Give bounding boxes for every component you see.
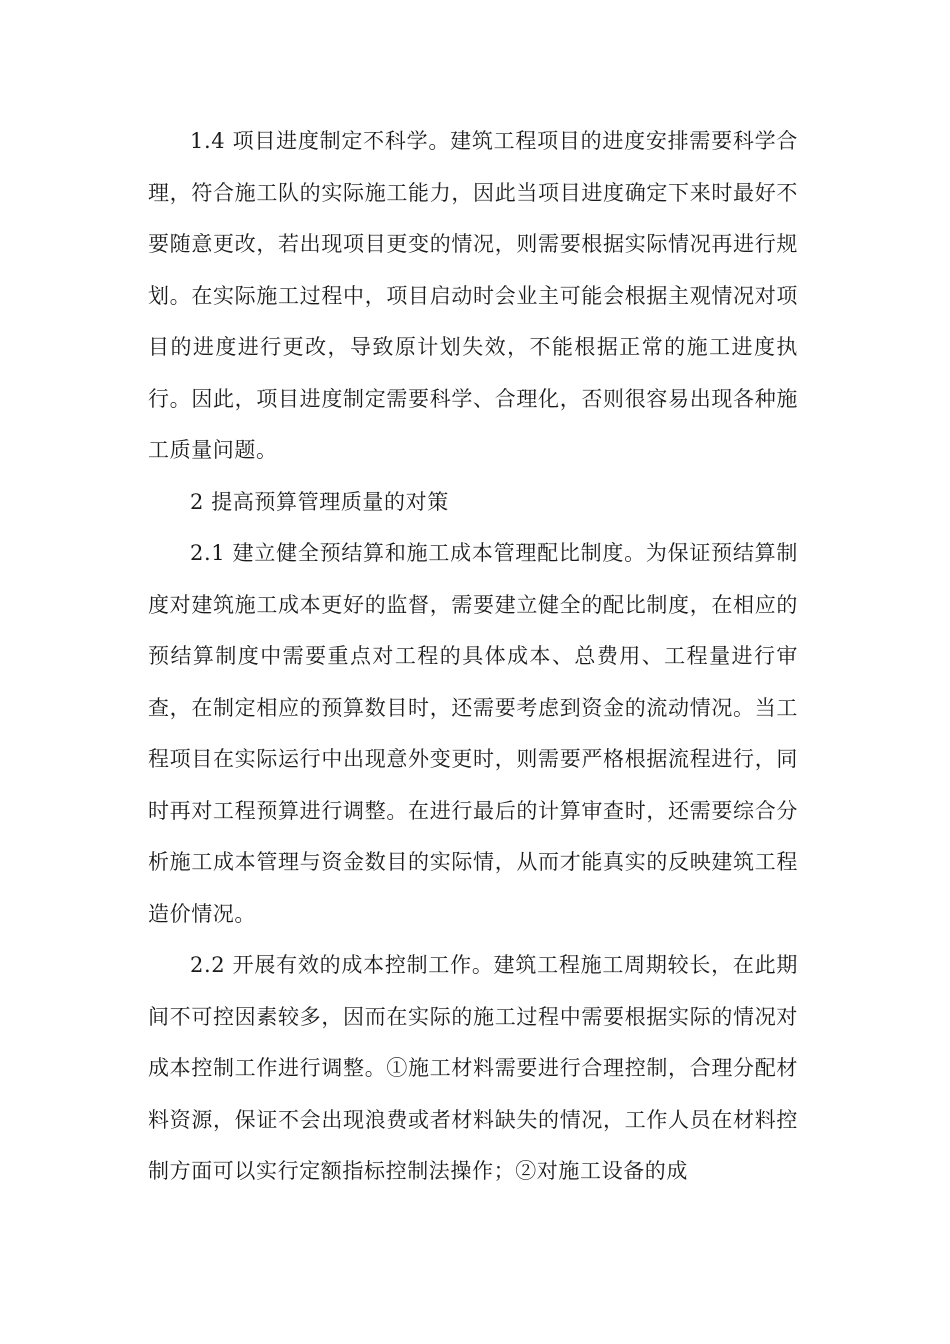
- section-heading-2: 2 提高预算管理质量的对策: [190, 489, 449, 514]
- paragraph-2-1-settlement: 2.1 建立健全预结算和施工成本管理配比制度。为保证预结算制度对建筑施工成本更好的监督，需要建立健全的配比制度，在相应的预结算制度中需要重点对工程的具体成本、总费用、工程量进行审查，在制定相应的预算数目时，还需要考虑到资金的流动情况。当工程项目在实际运行中出现意外变更时，则需要严格根据流程进行，同时再对工程预算进行调整。在进行最后的计算审查时，还需要综合分析施工成本管理与资金数目的实际情，从而才能真实的反映建筑工程造价情况。: [148, 541, 798, 926]
- document-body: [148, 116, 798, 1198]
- paragraph-1-4-schedule: 1.4 项目进度制定不科学。建筑工程项目的进度安排需要科学合理，符合施工队的实际施工能力，因此当项目进度确定下来时最好不要随意更改，若出现项目更变的情况，则需要根据实际情况再进行规划。在实际施工过程中，项目启动时会业主可能会根据主观情况对项目的进度进行更改，导致原计划失效，不能根据正常的施工进度执行。因此，项目进度制定需要科学、合理化，否则很容易出现各种施工质量问题。: [148, 129, 798, 462]
- paragraph-2-2-cost-control: 2.2 开展有效的成本控制工作。建筑工程施工周期较长，在此期间不可控因素较多，因而在实际的施工过程中需要根据实际的情况对成本控制工作进行调整。①施工材料需要进行合理控制，合理分配材料资源，保证不会出现浪费或者材料缺失的情况，工作人员在材料控制方面可以实行定额指标控制法操作；②对施工设备的成: [148, 953, 798, 1183]
